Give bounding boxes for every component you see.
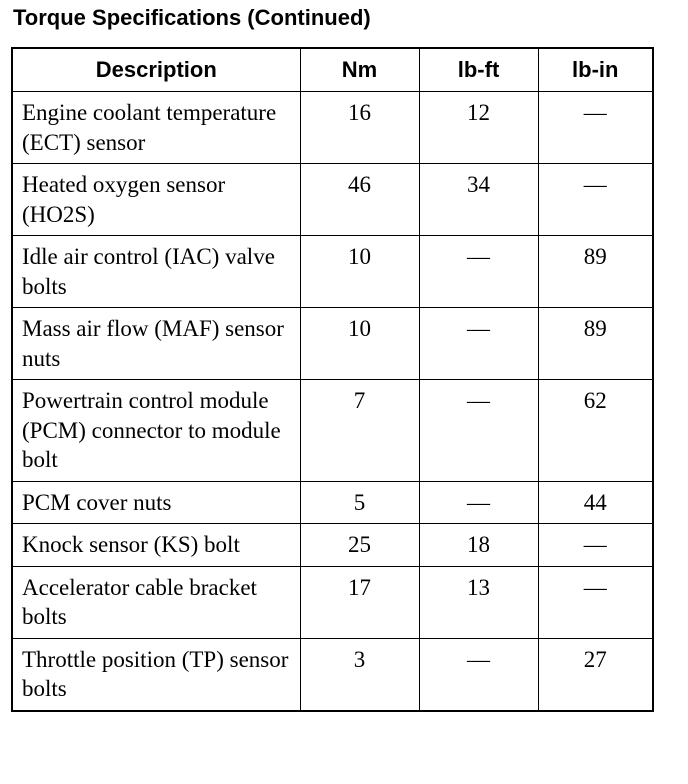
cell-lb-ft: —: [419, 308, 538, 380]
cell-lb-in: —: [538, 524, 653, 567]
header-lb-in: lb-in: [538, 48, 653, 92]
cell-nm: 25: [300, 524, 419, 567]
cell-lb-in: 89: [538, 308, 653, 380]
cell-lb-in: 27: [538, 638, 653, 711]
cell-lb-ft: 18: [419, 524, 538, 567]
table-row: [12, 164, 653, 236]
cell-nm: 10: [300, 236, 419, 308]
header-lb-ft: lb-ft: [419, 48, 538, 92]
cell-lb-ft: —: [419, 380, 538, 482]
header-nm: Nm: [300, 48, 419, 92]
cell-nm: 46: [300, 164, 419, 236]
cell-lb-in: —: [538, 164, 653, 236]
cell-nm: 7: [300, 380, 419, 482]
cell-lb-in: 62: [538, 380, 653, 482]
cell-description: Heated oxygen sensor (HO2S): [12, 164, 300, 236]
cell-description: Idle air control (IAC) valve bolts: [12, 236, 300, 308]
table-row: [12, 638, 653, 711]
table-row: [12, 236, 653, 308]
cell-description: PCM cover nuts: [12, 481, 300, 524]
cell-lb-in: —: [538, 566, 653, 638]
cell-lb-ft: —: [419, 638, 538, 711]
cell-lb-in: 89: [538, 236, 653, 308]
cell-nm: 10: [300, 308, 419, 380]
cell-lb-ft: —: [419, 481, 538, 524]
header-row: [12, 48, 653, 92]
cell-nm: 5: [300, 481, 419, 524]
table-row: [12, 524, 653, 567]
cell-description: Engine coolant temperature (ECT) sensor: [12, 92, 300, 164]
cell-lb-in: —: [538, 92, 653, 164]
cell-nm: 16: [300, 92, 419, 164]
cell-lb-in: 44: [538, 481, 653, 524]
table-row: [12, 308, 653, 380]
header-description: Description: [12, 48, 300, 92]
cell-nm: 3: [300, 638, 419, 711]
cell-lb-ft: 34: [419, 164, 538, 236]
cell-description: Powertrain control module (PCM) connector to module bolt: [12, 380, 300, 482]
cell-lb-ft: —: [419, 236, 538, 308]
cell-description: Mass air flow (MAF) sensor nuts: [12, 308, 300, 380]
table-row: [12, 481, 653, 524]
table-row: [12, 380, 653, 482]
table-row: [12, 92, 653, 164]
torque-spec-table: [11, 47, 654, 712]
cell-description: Knock sensor (KS) bolt: [12, 524, 300, 567]
cell-lb-ft: 13: [419, 566, 538, 638]
cell-description: Accelerator cable bracket bolts: [12, 566, 300, 638]
cell-description: Throttle position (TP) sensor bolts: [12, 638, 300, 711]
cell-nm: 17: [300, 566, 419, 638]
cell-lb-ft: 12: [419, 92, 538, 164]
page-title: Torque Specifications (Continued): [13, 5, 371, 30]
table-row: [12, 566, 653, 638]
